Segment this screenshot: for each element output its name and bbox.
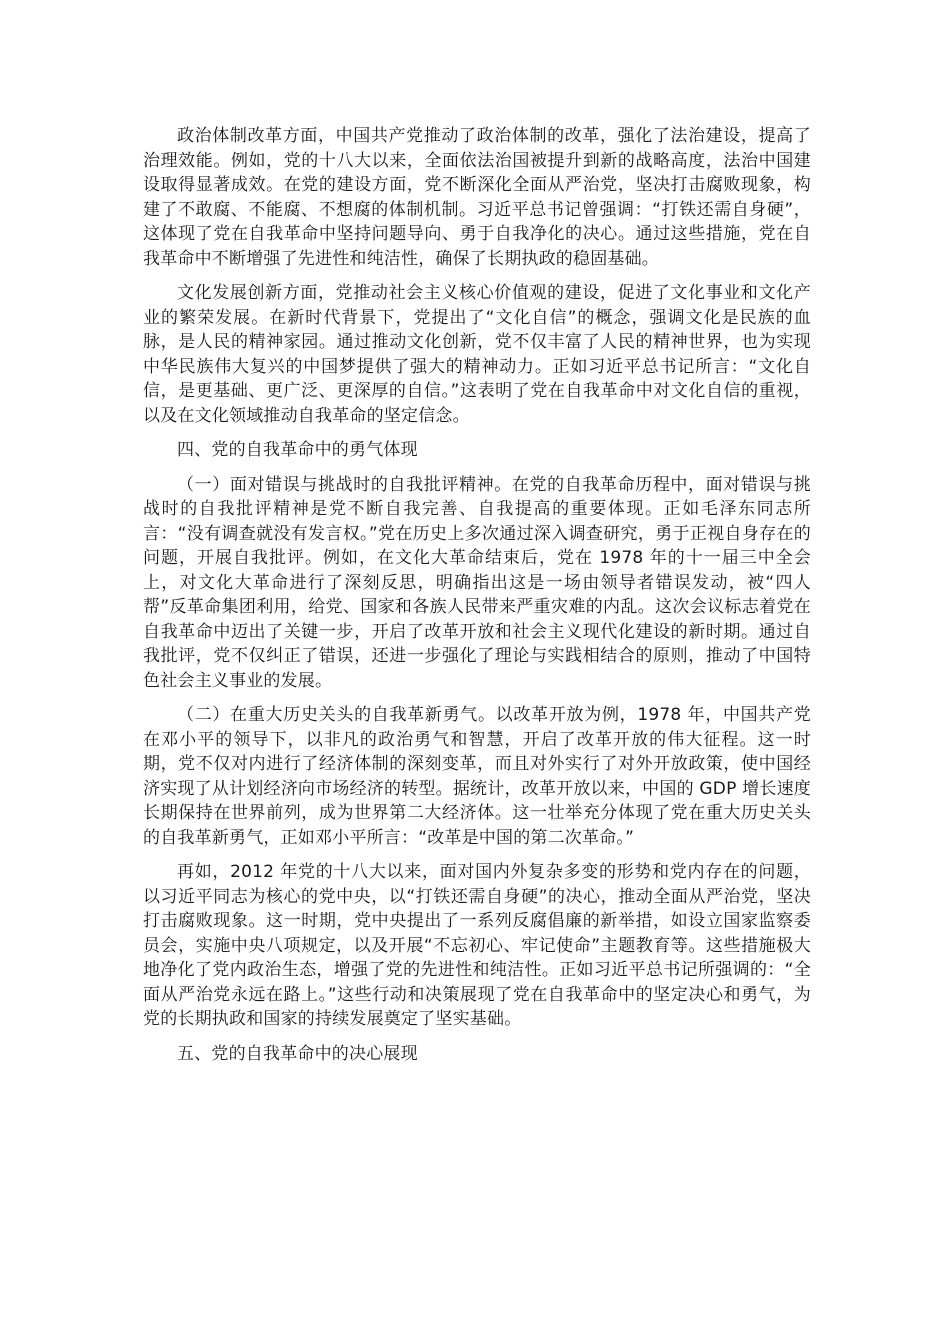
paragraph-eighteenth-congress: 再如，2012 年党的十八大以来，面对国内外复杂多变的形势和党内存在的问题，以习近平同志为核心的党中央，以“打铁还需自身硬”的决心，推动全面从严治党，坚决打击腐败现象。这一时期，党中央提出了一系列反腐倡廉的新举措，如设立国家监察委员会，实施中央八项规定，以及开展“不忘初心、牢记使命”主题教育等。这些措施极大地净化了党内政治生态，增强了党的先进性和纯洁性。正如习近平总书记所强调的：“全面从严治党永远在路上。”这些行动和决策展现了党在自我革命中的坚定决心和勇气，为党的长期执政和国家的持续发展奠定了坚实基础。 (143, 862, 811, 1029)
paragraph-self-criticism: （一）面对错误与挑战时的自我批评精神。在党的自我革命历程中，面对错误与挑战时的自我批评精神是党不断自我完善、自我提高的重要体现。正如毛泽东同志所言：“没有调查就没有发言权。”党在历史上多次通过深入调查研究，勇于正视自身存在的问题，开展自我批评。例如，在文化大革命结束后，党在 1978 年的十一届三中全会上，对文化大革命进行了深刻反思，明确指出这是一场由领导者错误发动，被“四人帮”反革命集团利用，给党、国家和各族人民带来严重灾难的内乱。这次会议标志着党在自我革命中迈出了关键一步，开启了改革开放和社会主义现代化建设的新时期。通过自我批评，党不仅纠正了错误，还进一步强化了理论与实践相结合的原则，推动了中国特色社会主义事业的发展。 (143, 474, 811, 691)
document-body (143, 124, 811, 1076)
paragraph-political-reform: 政治体制改革方面，中国共产党推动了政治体制的改革，强化了法治建设，提高了治理效能。例如，党的十八大以来，全面依法治国被提升到新的战略高度，法治中国建设取得显著成效。在党的建设方面，党不断深化全面从严治党，坚决打击腐败现象，构建了不敢腐、不能腐、不想腐的体制机制。习近平总书记曾强调：“打铁还需自身硬”，这体现了党在自我革命中坚持问题导向、勇于自我净化的决心。通过这些措施，党在自我革命中不断增强了先进性和纯洁性，确保了长期执政的稳固基础。 (143, 126, 811, 269)
section-heading-courage: 四、党的自我革命中的勇气体现 (177, 440, 418, 460)
section-heading-determination: 五、党的自我革命中的决心展现 (177, 1043, 418, 1064)
paragraph-self-renewal: （二）在重大历史关头的自我革新勇气。以改革开放为例，1978 年，中国共产党在邓小平的领导下，以非凡的政治勇气和智慧，开启了改革开放的伟大征程。这一时期，党不仅对内进行了经济体制的深刻变革，而且对外实行了对外开放政策，使中国经济实现了从计划经济向市场经济的转型。据统计，改革开放以来，中国的 GDP 增长速度长期保持在世界前列，成为世界第二大经济体。这一壮举充分体现了党在重大历史关头的自我革新勇气，正如邓小平所言：“改革是中国的第二次革命。” (143, 705, 811, 848)
paragraph-cultural-development: 文化发展创新方面，党推动社会主义核心价值观的建设，促进了文化事业和文化产业的繁荣发展。在新时代背景下，党提出了“文化自信”的概念，强调文化是民族的血脉，是人民的精神家园。通过推动文化创新，党不仅丰富了人民的精神世界，也为实现中华民族伟大复兴的中国梦提供了强大的精神动力。正如习近平总书记所言：“文化自信，是更基础、更广泛、更深厚的自信。”这表明了党在自我革命中对文化自信的重视，以及在文化领域推动自我革命的坚定信念。 (143, 283, 811, 426)
